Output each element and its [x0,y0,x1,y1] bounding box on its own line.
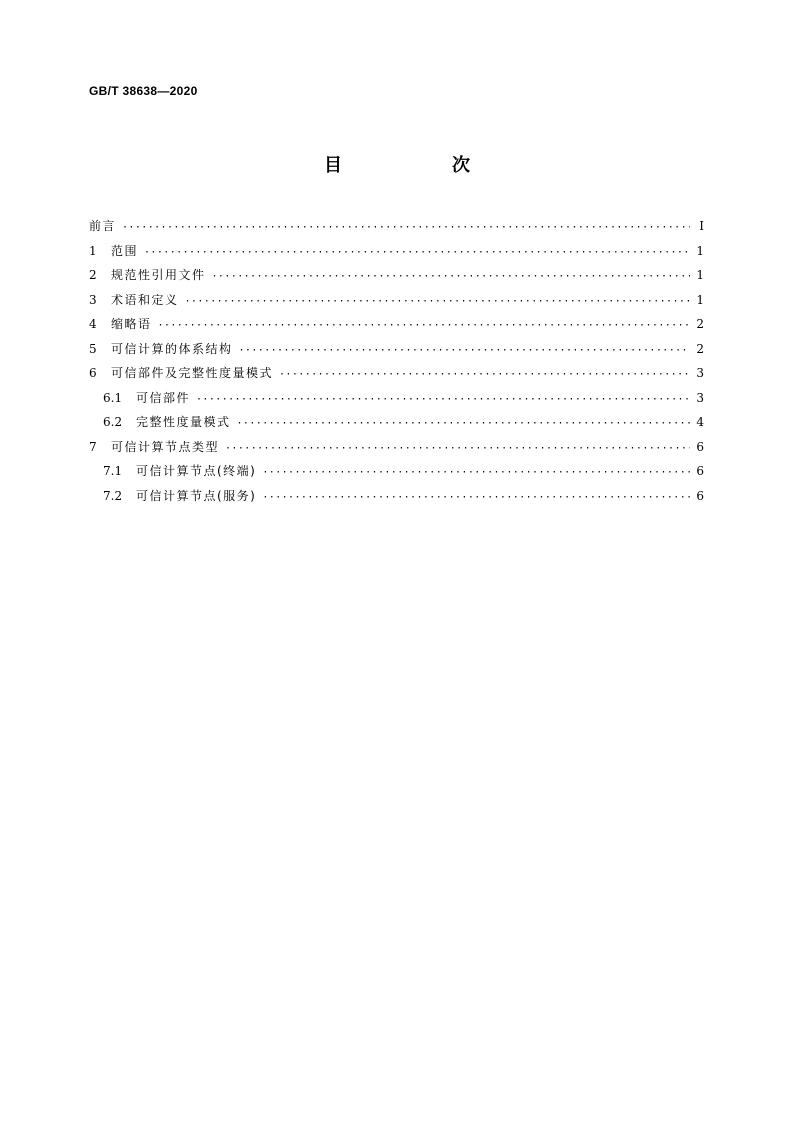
toc-entry-number: 7.2 [103,488,123,503]
toc-dot-leader [262,488,690,508]
table-of-contents [89,216,704,510]
toc-dot-leader [262,463,690,483]
toc-entry-page: Ⅰ [699,219,704,233]
toc-entry-label: 完整性度量模式 [136,415,231,429]
toc-dot-leader [239,341,690,361]
toc-entry-1[interactable] [89,241,704,266]
toc-entry-2[interactable] [89,265,704,290]
toc-entry-label: 可信计算节点(终端) [136,464,257,478]
toc-entry-number: 6.1 [103,390,123,405]
toc-dot-leader [212,267,690,287]
toc-entry-7-1[interactable] [89,461,704,486]
toc-entry-page: 1 [696,268,704,282]
toc-entry-5[interactable] [89,339,704,364]
toc-entry-label: 前言 [89,219,117,233]
toc-entry-label: 可信部件 [136,390,191,405]
standard-code: GB/T 38638—2020 [89,84,198,98]
toc-entry-page: 4 [696,415,704,429]
toc-title: 目 次 [324,155,516,176]
toc-entry-number: 4 [89,317,97,331]
toc-entry-4[interactable] [89,314,704,339]
toc-entry-number: 7 [89,439,97,454]
toc-entry-7-2[interactable] [89,486,704,511]
toc-entry-foreword[interactable] [89,216,704,241]
toc-entry-page: 1 [696,292,704,307]
toc-entry-number: 6 [89,366,97,380]
toc-dot-leader [144,243,690,263]
toc-dot-leader [225,439,690,459]
toc-dot-leader [122,218,690,238]
toc-dot-leader [237,414,690,434]
toc-entry-label: 可信计算节点(服务) [136,488,257,503]
toc-entry-label: 缩略语 [111,317,152,331]
toc-entry-number: 3 [89,292,97,307]
toc-entry-number: 7.1 [103,464,123,478]
toc-entry-label: 可信计算节点类型 [111,439,220,454]
toc-entry-6-1[interactable] [89,388,704,413]
toc-entry-label: 可信部件及完整性度量模式 [111,366,274,380]
toc-entry-page: 1 [696,243,704,258]
toc-entry-page: 6 [696,488,704,503]
toc-entry-page: 2 [696,317,704,331]
toc-entry-page: 2 [696,341,704,356]
toc-entry-label: 可信计算的体系结构 [111,341,233,356]
toc-entry-page: 6 [696,464,704,478]
toc-entry-6[interactable] [89,363,704,388]
toc-entry-label: 术语和定义 [111,292,179,307]
toc-entry-page: 3 [696,366,704,380]
toc-entry-label: 范围 [111,243,139,258]
toc-entry-page: 3 [696,390,704,405]
toc-entry-number: 1 [89,243,97,258]
toc-entry-3[interactable] [89,290,704,315]
toc-entry-number: 2 [89,268,97,282]
toc-entry-label: 规范性引用文件 [111,268,206,282]
toc-entry-number: 5 [89,341,97,356]
toc-dot-leader [158,316,690,336]
toc-entry-7[interactable] [89,437,704,462]
toc-dot-leader [279,365,690,385]
toc-dot-leader [196,390,690,410]
toc-entry-page: 6 [696,439,704,454]
toc-dot-leader [185,292,690,312]
toc-entry-number: 6.2 [103,415,123,429]
toc-entry-6-2[interactable] [89,412,704,437]
